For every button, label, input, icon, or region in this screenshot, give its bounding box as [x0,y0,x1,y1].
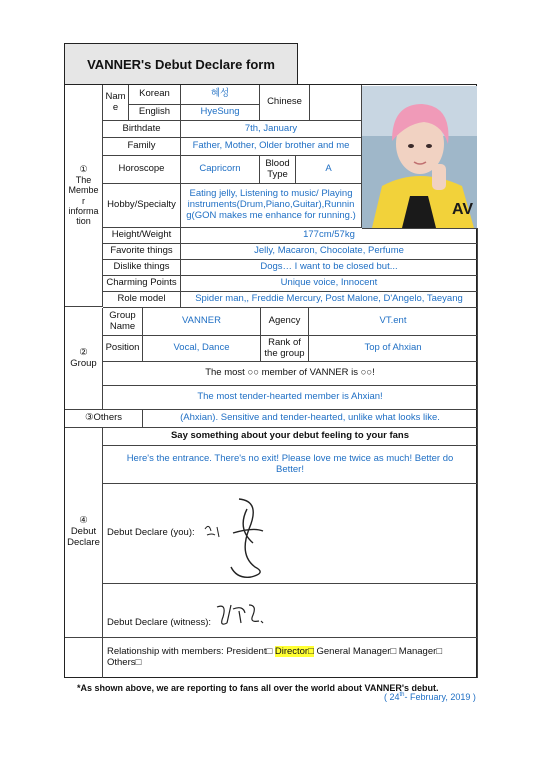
role-model-label: Role model [103,292,181,308]
korean-value: 혜성 [181,85,260,105]
height-weight-value: 177cm/57kg [181,228,478,244]
relationship-line2: Others□ [107,657,142,668]
english-value: HyeSung [181,105,260,121]
favorite-label: Favorite things [103,244,181,260]
agency-value: VT.ent [309,308,478,336]
footer-date [384,692,476,702]
hobby-value: Eating jelly, Listening to music/ Playing instruments(Drum,Piano,Guitar),Runnin g(GON makes me enhance for running.) [181,184,362,228]
date-rest: - February, 2019 ) [404,692,476,702]
debut-declare-witness-label: Debut Declare (witness): [107,617,212,629]
korean-label: Korean [129,85,181,105]
chinese-label: Chinese [260,85,310,121]
horoscope-label: Horoscope [103,156,181,184]
date-sup: th [399,692,405,698]
member-photo [362,86,477,229]
birthdate-label: Birthdate [103,121,181,138]
most-member-answer: The most tender-hearted member is Ahxian! [103,386,478,410]
charming-value: Unique voice, Innocent [181,276,478,292]
relationship-row [65,638,103,678]
favorite-value: Jelly, Macaron, Chocolate, Perfume [181,244,478,260]
hobby-label: Hobby/Specialty [103,184,181,228]
signature-you [199,489,289,579]
blood-type-value: A [296,156,362,184]
relationship-cell [103,638,478,678]
charming-label: Charming Points [103,276,181,292]
chinese-value [310,85,362,121]
relationship-prefix: Relationship with members: President□ [107,646,275,658]
others-value: (Ahxian). Sensitive and tender-hearted, unlike what looks like. [143,410,478,428]
date-open: ( 24 [384,692,400,702]
section-debut-label: ④ Debut Declare [65,428,103,638]
footer-statement: *As shown above, we are reporting to fans all over the world about VANNER's debut. [77,683,439,693]
english-label: English [129,105,181,121]
blood-type-label: Blood Type [260,156,296,184]
position-value: Vocal, Dance [143,336,261,362]
relationship-director: Director□ [274,646,314,658]
debut-answer: Here's the entrance. There's no exit! Please love me twice as much! Better do Better! [103,446,478,484]
height-weight-label: Height/Weight [103,228,181,244]
signature-witness [213,599,273,629]
family-value: Father, Mother, Older brother and me [181,138,362,156]
rank-value: Top of Ahxian [309,336,478,362]
agency-label: Agency [261,308,309,336]
portrait-image [362,86,477,228]
relationship-suffix: General Manager□ Manager□ [313,646,443,658]
birthdate-value: 7th, January [181,121,362,138]
dislike-label: Dislike things [103,260,181,276]
most-member-question: The most ○○ member of VANNER is ○○! [103,362,478,386]
form-title: VANNER's Debut Declare form [64,43,298,85]
debut-declare-you-row [103,484,478,584]
section-others-label: ③Others [65,410,143,428]
rank-label: Rank of the group [261,336,309,362]
position-label: Position [103,336,143,362]
section-group-label: ② Group [65,308,103,410]
declare-form [64,84,477,678]
family-label: Family [103,138,181,156]
name-label: Nam e [103,85,129,121]
svg-text:AV: AV [452,201,474,218]
horoscope-value: Capricorn [181,156,260,184]
debut-declare-you-label: Debut Declare (you): [107,527,195,539]
debut-prompt: Say something about your debut feeling to your fans [103,428,478,446]
group-name-value: VANNER [143,308,261,336]
dislike-value: Dogs… I want to be closed but... [181,260,478,276]
group-name-label: Group Name [103,308,143,336]
debut-declare-witness-row [103,584,478,638]
relationship-line1 [107,647,442,658]
role-model-value: Spider man,, Freddie Mercury, Post Malone, D'Angelo, Taeyang [181,292,478,308]
section-member-info-label: ① The Membe r informa tion [65,85,103,307]
